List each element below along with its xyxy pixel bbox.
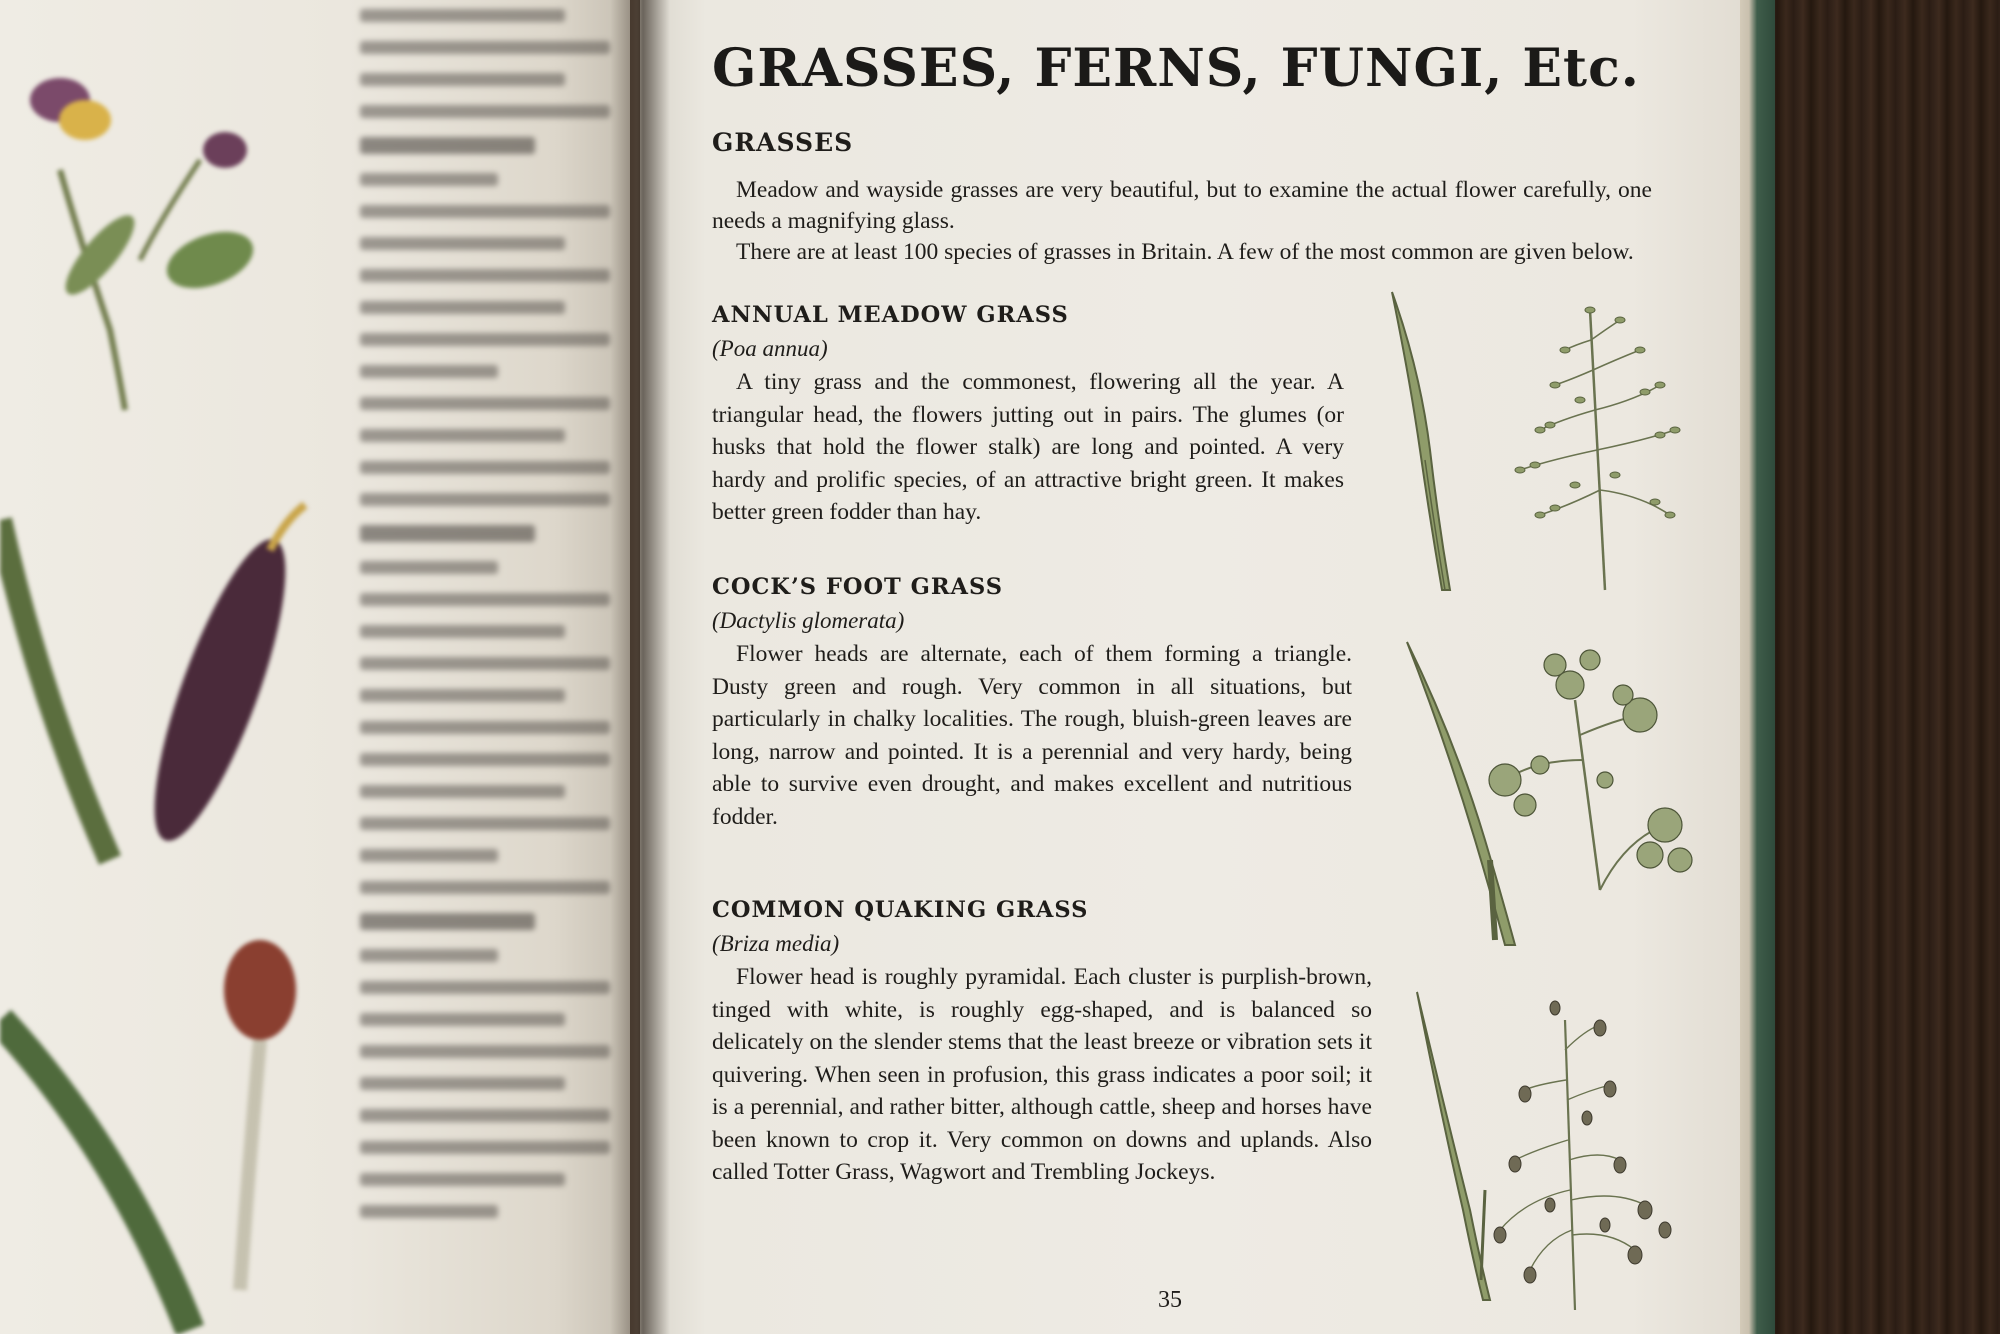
section-heading: GRASSES [712, 128, 854, 157]
entry-heading: COCK’S FOOT GRASS [712, 574, 1004, 600]
entry-common-quaking-grass [712, 893, 1372, 1189]
entry-heading: COMMON QUAKING GRASS [712, 897, 1089, 923]
cocks-foot-grass-illustration [1405, 640, 1715, 950]
page-number: 35 [1158, 1287, 1182, 1313]
latin-name-text: Dactylis glomerata [719, 608, 897, 633]
left-page [0, 0, 630, 1334]
left-page-flower-illustrations [0, 0, 360, 1334]
latin-name-text: Briza media [719, 931, 832, 956]
entry-description: A tiny grass and the commonest, flowering all the year. A triangular head, the flowers jutting out in pairs. The glumes (or husks that hold the flower stalk) are long and pointed. A very hardy and prolific species, of an attractive bright green. It makes better green fodder than hay. [712, 369, 1344, 525]
intro-paragraph: There are at least 100 species of grasses in Britain. A few of the most common are given below. [736, 239, 1634, 265]
book-cover-edge [1735, 0, 1775, 1334]
page-title: GRASSES, FERNS, FUNGI, Etc. [712, 38, 1640, 99]
annual-meadow-grass-illustration [1390, 290, 1700, 600]
latin-name: (Briza media) [712, 931, 840, 956]
latin-name: (Dactylis glomerata) [712, 608, 905, 633]
wooden-table [1760, 0, 2000, 1334]
entry-description: Flower heads are alternate, each of them forming a triangle. Dusty green and rough. Very common in all situations, but particularly in chalky localities. The rough, bluish-green leaves are long, narrow and pointed. It is a perennial and very hardy, being able to survive even drought, and makes excellent and nutritious fodder. [712, 641, 1352, 830]
latin-name: (Poa annua) [712, 336, 828, 361]
latin-name-text: Poa annua [719, 336, 820, 361]
right-page [640, 0, 1740, 1334]
book-gutter [610, 0, 670, 1334]
entry-description: Flower head is roughly pyramidal. Each cluster is purplish-brown, tinged with white, is roughly egg-shaped, and is balanced so delicately on the slender stems that the least breeze or vibration sets it quivering. When seen in profusion, this grass indicates a poor soil; it is a perennial, and rather bitter, although cattle, sheep and horses have been known to crop it. Very common on downs and uplands. Also called Totter Grass, Wagwort and Trembling Jockeys. [712, 964, 1372, 1185]
entry-heading: ANNUAL MEADOW GRASS [712, 302, 1069, 328]
common-quaking-grass-illustration [1415, 990, 1715, 1310]
intro-text [712, 175, 1652, 268]
entry-cocks-foot-grass [712, 570, 1352, 833]
intro-paragraph: Meadow and wayside grasses are very beautiful, but to examine the actual flower carefully, one needs a magnifying glass. [712, 177, 1652, 234]
left-page-blurred-text [360, 0, 610, 1290]
entry-annual-meadow-grass [712, 298, 1344, 529]
